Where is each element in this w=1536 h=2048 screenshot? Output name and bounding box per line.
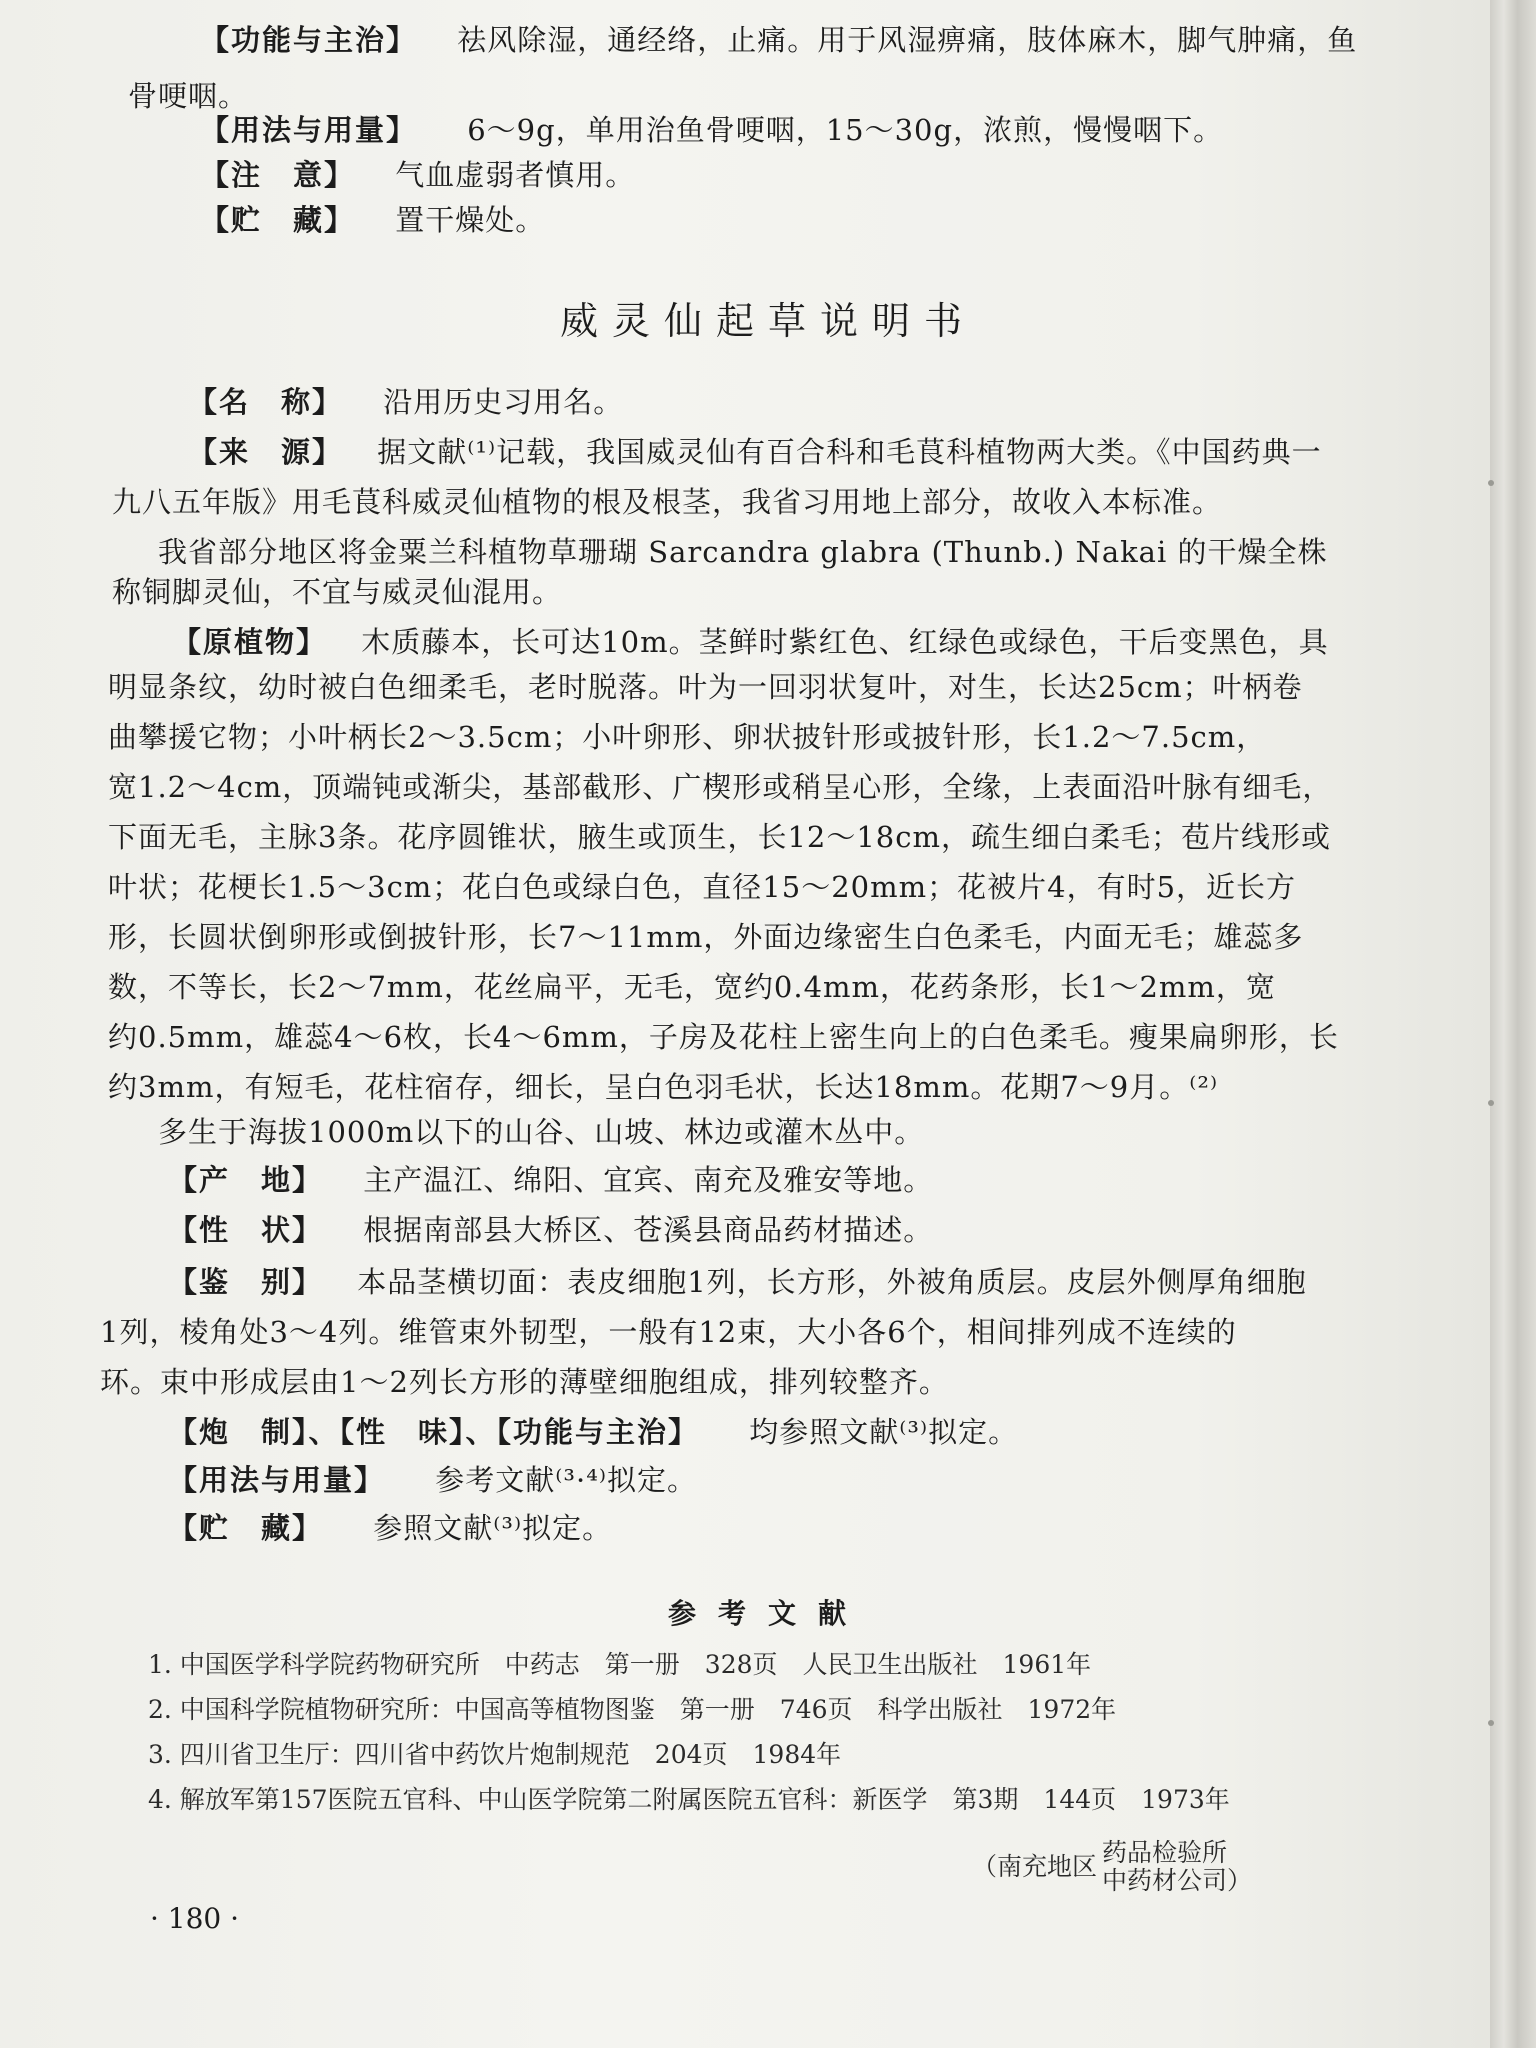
- storage-line: [200, 200, 545, 240]
- source-text: 据文献⁽¹⁾记载，我国威灵仙有百合科和毛茛科植物两大类。《中国药典一: [377, 435, 1322, 469]
- reference-item: 3. 四川省卫生厅：四川省中药饮片炮制规范 204页 1984年: [148, 1740, 842, 1769]
- processing-text: 均参照文献⁽³⁾拟定。: [749, 1415, 1019, 1449]
- storage-ref-text: 参照文献⁽³⁾拟定。: [373, 1511, 613, 1545]
- function-text: 祛风除湿，通经络，止痛。用于风湿痹痛，肢体麻木，脚气肿痛，鱼: [457, 23, 1358, 57]
- page-number: · 180 ·: [150, 1902, 240, 1935]
- name-text: 沿用历史习用名。: [383, 385, 624, 419]
- storage-ref-label: 【贮 藏】: [168, 1511, 324, 1545]
- storage-label: 【贮 藏】: [200, 203, 356, 237]
- identification-label: 【鉴 别】: [168, 1265, 324, 1299]
- document-title: 威灵仙起草说明书: [559, 299, 976, 343]
- usage-ref-line: [168, 1460, 697, 1500]
- plant-line-cont: 明显条纹，幼时被白色细柔毛，老时脱落。叶为一回羽状复叶，对生，长达25cm；叶柄卷: [108, 670, 1303, 704]
- identification-line-cont: 1列，棱角处3～4列。维管束外韧型，一般有12束，大小各6个，相间排列成不连续的: [100, 1315, 1237, 1349]
- character-line: [168, 1210, 933, 1250]
- usage-label: 【用法与用量】: [200, 113, 418, 147]
- identification-line: [168, 1262, 1307, 1302]
- source-label: 【来 源】: [188, 435, 344, 469]
- processing-line: [168, 1412, 1018, 1452]
- caution-text: 气血虚弱者慎用。: [395, 158, 636, 192]
- processing-label: 【炮 制】、【性 味】、【功能与主治】: [168, 1415, 700, 1449]
- function-line-cont: 骨哽咽。: [128, 79, 249, 113]
- references-title: 参考文献: [667, 1597, 868, 1630]
- usage-ref-text: 参考文献⁽³·⁴⁾拟定。: [435, 1463, 697, 1497]
- signature-line1: 药品检验所: [1102, 1838, 1228, 1867]
- caution-line: [200, 155, 635, 195]
- storage-text: 置干燥处。: [395, 203, 546, 237]
- signature-line2: 中药材公司）: [1102, 1866, 1253, 1895]
- plant-line-cont: 约3mm，有短毛，花柱宿存，细长，呈白色羽毛状，长达18mm。花期7～9月。⁽²⁾: [108, 1070, 1219, 1104]
- origin-text: 主产温江、绵阳、宜宾、南充及雅安等地。: [363, 1163, 934, 1197]
- signature-prefix: （南充地区: [972, 1852, 1098, 1881]
- character-label: 【性 状】: [168, 1213, 324, 1247]
- storage-ref-line: [168, 1508, 612, 1548]
- function-label: 【功能与主治】: [200, 23, 418, 57]
- plant-line-cont: 下面无毛，主脉3条。花序圆锥状，腋生或顶生，长12～18cm，疏生细白柔毛；苞片线形或: [108, 820, 1331, 854]
- origin-label: 【产 地】: [168, 1163, 324, 1197]
- usage-ref-label: 【用法与用量】: [168, 1463, 386, 1497]
- binding-hole: [1488, 1720, 1494, 1726]
- identification-line-cont: 环。束中形成层由1～2列长方形的薄壁细胞组成，排列较整齐。: [100, 1365, 949, 1399]
- function-line: [200, 20, 1357, 60]
- source-line: [188, 432, 1322, 472]
- habitat-line: 多生于海拔1000m以下的山谷、山坡、林边或灌木丛中。: [158, 1115, 925, 1149]
- caution-label: 【注 意】: [200, 158, 356, 192]
- name-label: 【名 称】: [188, 385, 344, 419]
- plant-line-cont: 曲攀援它物；小叶柄长2～3.5cm；小叶卵形、卵状披针形或披针形，长1.2～7.5cm，: [108, 720, 1267, 754]
- binding-hole: [1488, 480, 1494, 486]
- name-line: [188, 382, 623, 422]
- usage-text: 6～9g，单用治鱼骨哽咽，15～30g，浓煎，慢慢咽下。: [467, 113, 1224, 147]
- plant-line-cont: 约0.5mm，雄蕊4～6枚，长4～6mm，子房及花柱上密生向上的白色柔毛。瘦果扁卵形，长: [108, 1020, 1339, 1054]
- character-text: 根据南部县大桥区、苍溪县商品药材描述。: [363, 1213, 934, 1247]
- reference-item: 4. 解放军第157医院五官科、中山医学院第二附属医院五官科：新医学 第3期 144页 1973年: [148, 1785, 1230, 1814]
- plant-line-cont: 宽1.2～4cm，顶端钝或渐尖，基部截形、广楔形或稍呈心形，全缘，上表面沿叶脉有细毛，: [108, 770, 1333, 804]
- paragraph-line: 我省部分地区将金粟兰科植物草珊瑚 Sarcandra glabra (Thunb.) Nakai 的干燥全株: [158, 535, 1328, 569]
- reference-item: 1. 中国医学科学院药物研究所 中药志 第一册 328页 人民卫生出版社 1961年: [148, 1650, 1092, 1679]
- identification-text: 本品茎横切面：表皮细胞1列，长方形，外被角质层。皮层外侧厚角细胞: [357, 1265, 1307, 1299]
- binding-hole: [1488, 1100, 1494, 1106]
- plant-line-cont: 数，不等长，长2～7mm，花丝扁平，无毛，宽约0.4mm，花药条形，长1～2mm，宽: [108, 970, 1276, 1004]
- paragraph-line: 称铜脚灵仙，不宜与威灵仙混用。: [112, 575, 563, 609]
- source-line-cont: 九八五年版》用毛茛科威灵仙植物的根及根茎，我省习用地上部分，故收入本标准。: [112, 485, 1223, 519]
- plant-line-cont: 形，长圆状倒卵形或倒披针形，长7～11mm，外面边缘密生白色柔毛，内面无毛；雄蕊多: [108, 920, 1304, 954]
- plant-text: 木质藤本，长可达10m。茎鲜时紫红色、红绿色或绿色，干后变黑色，具: [361, 625, 1329, 659]
- plant-line-cont: 叶状；花梗长1.5～3cm；花白色或绿白色，直径15～20mm；花被片4，有时5，近长方: [108, 870, 1297, 904]
- plant-line: [172, 622, 1329, 662]
- usage-line: [200, 110, 1223, 150]
- plant-label: 【原植物】: [172, 625, 328, 659]
- origin-line: [168, 1160, 933, 1200]
- reference-item: 2. 中国科学院植物研究所：中国高等植物图鉴 第一册 746页 科学出版社 1972年: [148, 1695, 1117, 1724]
